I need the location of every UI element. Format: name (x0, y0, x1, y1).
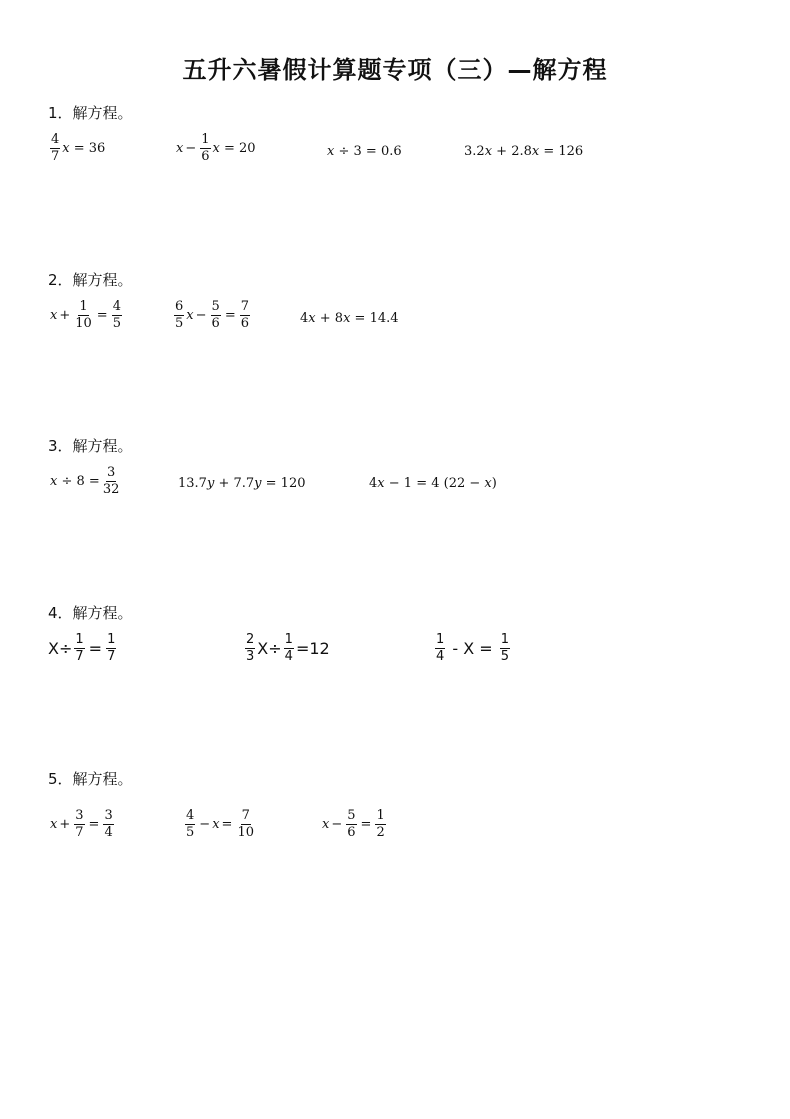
equation-1-4: 3.2 x + 2.8 x = 126 (464, 144, 584, 159)
section-2-heading: 2．解方程。 (48, 271, 133, 289)
fraction: $\frac{1}{7}$ (75, 632, 84, 664)
fraction: $\frac{3}{32}$ (102, 465, 120, 497)
equation-3-1: x ÷ 8 = $\frac{3}{32}$ (50, 465, 120, 497)
fraction: $\frac{2}{3}$ (246, 632, 255, 664)
section-1-heading: 1．解方程。 (48, 104, 133, 122)
fraction: $\frac{7}{6}$ (240, 299, 249, 331)
equation-2-1: x + $\frac{1}{10}$ = $\frac{4}{5}$ (50, 299, 121, 331)
equation-5-1: x + $\frac{3}{7}$ = $\frac{3}{4}$ (50, 808, 113, 840)
fraction: $\frac{1}{5}$ (500, 632, 510, 664)
fraction: $\frac{1}{10}$ (75, 299, 92, 331)
equation-1-1: $\frac{4}{7}$ x = 36 (51, 132, 106, 164)
section-4-heading: 4．解方程。 (48, 604, 133, 622)
fraction: $\frac{1}{4}$ (284, 632, 293, 664)
equation-4-2: $\frac{2}{3}$ X÷ $\frac{1}{4}$ =12 (246, 632, 330, 664)
fraction: $\frac{4}{7}$ (51, 132, 60, 164)
fraction: $\frac{1}{6}$ (201, 132, 210, 164)
equation-1-3: x ÷ 3 = 0.6 (327, 144, 402, 159)
fraction: $\frac{3}{4}$ (104, 808, 113, 840)
fraction: $\frac{4}{5}$ (112, 299, 121, 331)
section-5-heading: 5．解方程。 (48, 770, 133, 788)
equation-4-3: $\frac{1}{4}$ - X = $\frac{1}{5}$ (436, 632, 510, 664)
section-3-heading: 3．解方程。 (48, 437, 133, 455)
equation-2-2: $\frac{6}{5}$ x − $\frac{5}{6}$ = $\frac{7}{6}$ (175, 299, 249, 331)
fraction: $\frac{7}{10}$ (237, 808, 254, 840)
fraction: $\frac{1}{7}$ (107, 632, 116, 664)
fraction: $\frac{5}{6}$ (211, 299, 220, 331)
fraction: $\frac{3}{7}$ (75, 808, 84, 840)
fraction: $\frac{1}{4}$ (436, 632, 445, 664)
equation-5-2: $\frac{4}{5}$ − x = $\frac{7}{10}$ (186, 808, 254, 840)
equation-3-2: 13.7 y + 7.7 y = 120 (178, 476, 306, 491)
equation-5-3: x − $\frac{5}{6}$ = $\frac{1}{2}$ (322, 808, 385, 840)
fraction: $\frac{4}{5}$ (186, 808, 195, 840)
fraction: $\frac{6}{5}$ (175, 299, 184, 331)
fraction: $\frac{5}{6}$ (347, 808, 356, 840)
equation-2-3: 4 x + 8 x = 14.4 (300, 311, 399, 326)
equation-3-3: 4 x − 1 = 4 (22 − x ) (369, 476, 497, 491)
fraction: $\frac{1}{2}$ (376, 808, 385, 840)
equation-1-2: x − $\frac{1}{6}$ x = 20 (176, 132, 256, 164)
equation-4-1: X÷ $\frac{1}{7}$ = $\frac{1}{7}$ (48, 632, 116, 664)
page-title: 五升六暑假计算题专项（三）—解方程 (182, 56, 608, 84)
